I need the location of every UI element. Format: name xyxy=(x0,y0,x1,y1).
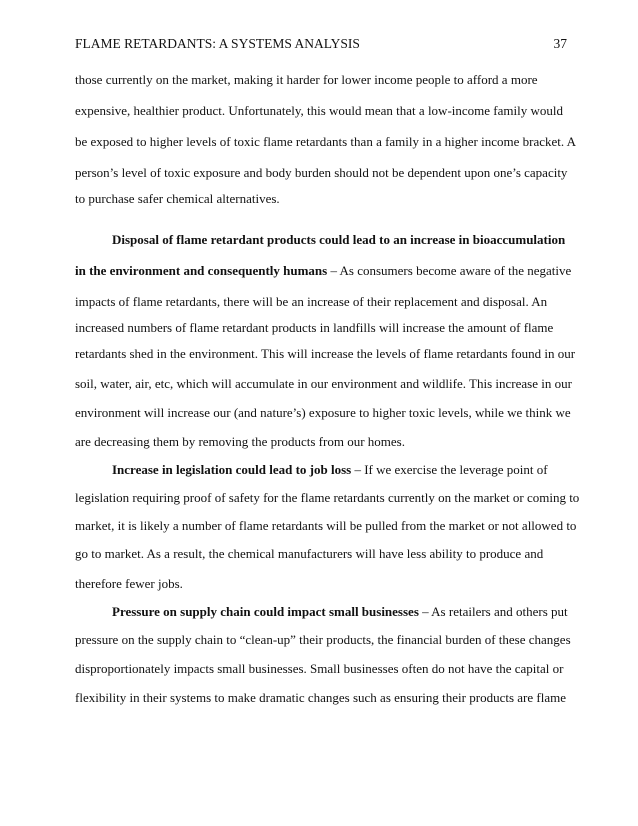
body-line: disproportionately impacts small businesses. Small businesses often do not have the capital or xyxy=(75,661,564,676)
heading-text: Pressure on supply chain could impact small businesses xyxy=(112,604,419,619)
body-line xyxy=(112,604,568,620)
body-line: are decreasing them by removing the products from our homes. xyxy=(75,434,405,449)
page-header xyxy=(75,36,567,56)
running-head: FLAME RETARDANTS: A SYSTEMS ANALYSIS xyxy=(75,36,360,51)
heading-text: Increase in legislation could lead to job loss xyxy=(112,462,352,477)
body-line: market, it is likely a number of flame retardants will be pulled from the market or not allowed to xyxy=(75,518,577,533)
body-line: expensive, healthier product. Unfortunately, this would mean that a low-income family would xyxy=(75,103,563,118)
body-text: – As retailers and others put xyxy=(418,604,568,619)
body-line: therefore fewer jobs. xyxy=(75,576,183,591)
body-line: environment will increase our (and nature’s) exposure to higher toxic levels, while we think we xyxy=(75,405,571,420)
body-line xyxy=(75,263,571,279)
body-line: go to market. As a result, the chemical manufacturers will have less ability to produce and xyxy=(75,546,544,561)
body-line: flexibility in their systems to make dramatic changes such as ensuring their products are flame xyxy=(75,690,566,705)
body-text: – As consumers become aware of the negative xyxy=(327,263,572,278)
body-line: impacts of flame retardants, there will be an increase of their replacement and disposal. An xyxy=(75,294,548,309)
page-number: 37 xyxy=(553,36,567,51)
heading-text: Disposal of flame retardant products could lead to an increase in bioaccumulation xyxy=(112,232,566,247)
body-line: pressure on the supply chain to “clean-up” their products, the financial burden of these changes xyxy=(75,632,571,647)
body-line: soil, water, air, etc, which will accumulate in our environment and wildlife. This increase in our xyxy=(75,376,572,391)
body-line: be exposed to higher levels of toxic flame retardants than a family in a higher income bracket. A xyxy=(75,134,577,149)
body-line: those currently on the market, making it harder for lower income people to afford a more xyxy=(75,72,538,87)
heading-text: in the environment and consequently humans xyxy=(75,263,328,278)
paragraph-heading xyxy=(112,232,565,248)
body-text: – If we exercise the leverage point of xyxy=(351,462,548,477)
body-line: retardants shed in the environment. This will increase the levels of flame retardants found in our xyxy=(75,346,576,361)
body-line: increased numbers of flame retardant products in landfills will increase the amount of flame xyxy=(75,320,554,335)
body-line: to purchase safer chemical alternatives. xyxy=(75,191,280,206)
body-line: person’s level of toxic exposure and body burden should not be dependent upon one’s capacity xyxy=(75,165,568,180)
body-line xyxy=(112,462,548,478)
body-line: legislation requiring proof of safety for the flame retardants currently on the market or coming to xyxy=(75,490,580,505)
